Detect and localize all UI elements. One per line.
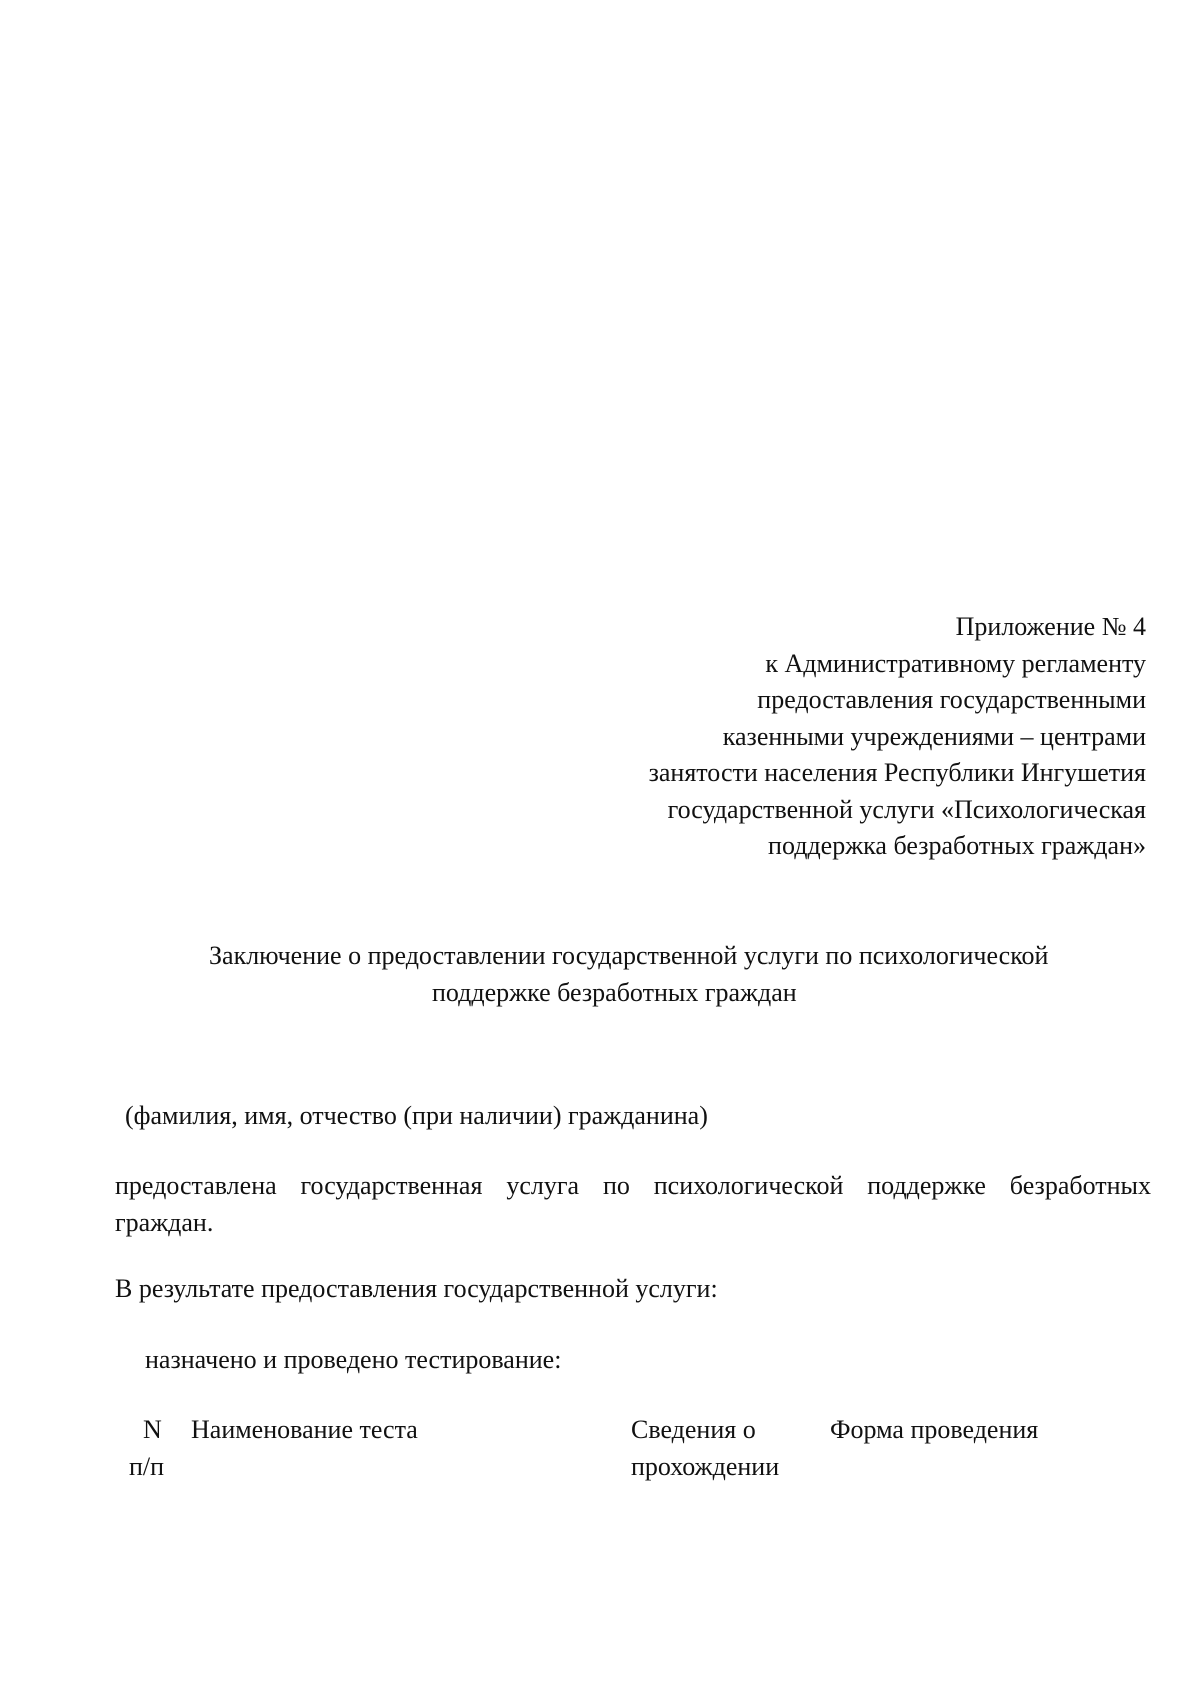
column-header-test-name — [191, 1412, 418, 1449]
appendix-line: Приложение № 4 — [955, 612, 1146, 641]
testing-assigned-text: назначено и проведено тестирование: — [145, 1345, 562, 1374]
document-title-line-2: поддержке безработных граждан — [432, 978, 797, 1007]
column-header-number-line-1: N — [143, 1415, 162, 1444]
appendix-line: казенными учреждениями – центрами — [722, 721, 1146, 751]
column-header-number — [129, 1412, 189, 1485]
column-header-number-line-2: п/п — [129, 1451, 165, 1481]
column-header-completion-info — [631, 1412, 779, 1485]
appendix-line: к Административному регламенту — [765, 648, 1146, 678]
column-header-completion-info-line-1: Сведения о — [631, 1415, 756, 1444]
document-title-line-1: Заключение о предоставлении государственной услуги по психологической — [209, 941, 1049, 970]
service-paragraph: предоставлена государственная услуга по психологической поддержке безработных граждан. — [115, 1171, 1151, 1237]
fio-caption: (фамилия, имя, отчество (при наличии) гражданина) — [125, 1101, 708, 1130]
appendix-line: занятости населения Республики Ингушетия — [648, 758, 1146, 787]
column-header-form — [830, 1412, 1038, 1449]
column-header-form-label: Форма проведения — [830, 1415, 1039, 1444]
appendix-line: предоставления государственными — [757, 685, 1146, 714]
column-header-test-name-label: Наименование теста — [191, 1415, 418, 1444]
result-intro: В результате предоставления государственной услуги: — [115, 1274, 718, 1303]
appendix-line: поддержка безработных граждан» — [768, 831, 1146, 860]
appendix-header — [446, 609, 1146, 865]
appendix-line: государственной услуги «Психологическая — [667, 794, 1146, 824]
column-header-completion-info-line-2: прохождении — [631, 1451, 780, 1481]
